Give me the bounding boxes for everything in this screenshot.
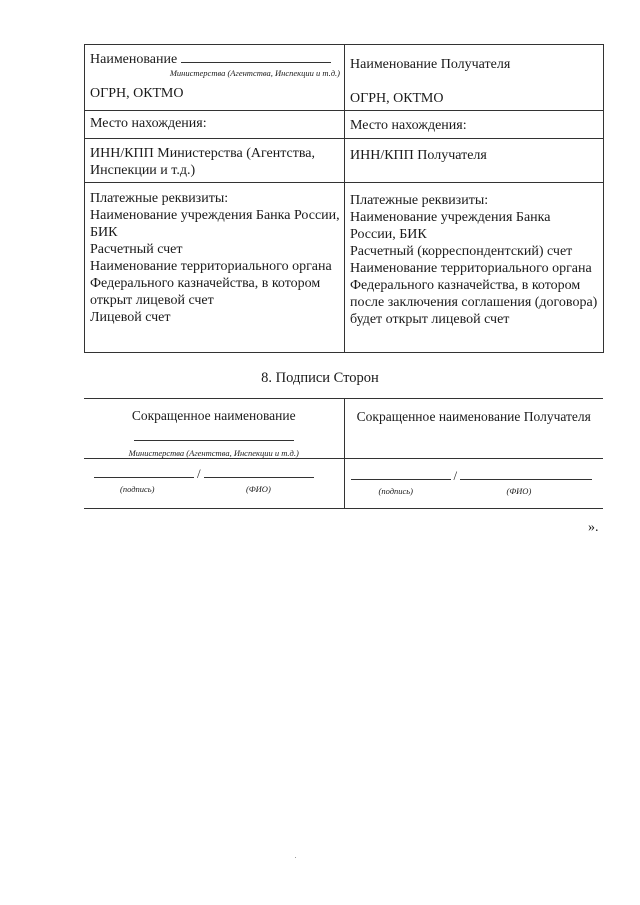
signatures-table <box>84 398 603 509</box>
requisites-table <box>84 44 604 353</box>
right-payment-cell <box>345 183 604 353</box>
closing-quote: ». <box>588 520 599 535</box>
right-inn: ИНН/КПП Получателя <box>345 139 604 183</box>
left-name-label: Наименование <box>90 52 178 67</box>
right-slash: / <box>453 468 458 483</box>
right-payment-line: Наименование территориального органа Федерального казначейства, в котором после заключения соглашения (договора) будет открыт лицевой счет <box>350 261 598 327</box>
ministry-name-line <box>134 432 294 441</box>
left-payment-line: Наименование территориального органа Федерального казначейства, в котором открыт лицевой счет <box>90 259 332 308</box>
left-signature-caption: Министерства (Агентства, Инспекции и т.д.) <box>128 448 299 458</box>
right-signature-cell <box>344 459 603 509</box>
left-payment-line: Наименование учреждения Банка России, БИК <box>90 208 340 240</box>
right-payment-line: Наименование учреждения Банка России, БИК <box>350 210 551 242</box>
left-payment-line: Лицевой счет <box>90 310 171 325</box>
right-name-cell <box>345 45 604 111</box>
left-payment-line: Расчетный счет <box>90 242 183 257</box>
right-location: Место нахождения: <box>345 111 604 139</box>
scan-speck <box>295 857 296 858</box>
right-sign-line <box>351 467 451 480</box>
right-signature-heading: Сокращенное наименование Получателя <box>356 409 591 424</box>
right-payment-line: Расчетный (корреспондентский) счет <box>350 244 573 259</box>
left-slash: / <box>197 466 201 481</box>
ministry-caption: Министерства (Агентства, Инспекции и т.д.) <box>169 68 340 78</box>
section-title: 8. Подписи Сторон <box>261 370 379 386</box>
left-signature-heading: Сокращенное наименование <box>131 408 296 423</box>
right-fio-line <box>460 467 592 480</box>
right-name-label: Наименование Получателя <box>350 57 511 72</box>
right-fio-caption: (ФИО) <box>506 486 532 496</box>
left-sign-caption: (подпись) <box>120 484 155 494</box>
name-underline <box>181 51 331 63</box>
right-sign-caption: (подпись) <box>378 486 413 496</box>
left-payment-line: Платежные реквизиты: <box>90 191 229 206</box>
left-ogrn: ОГРН, ОКТМО <box>90 86 184 101</box>
left-name-cell <box>85 45 345 111</box>
left-sign-line <box>94 465 194 478</box>
left-location: Место нахождения: <box>85 111 345 139</box>
left-signature-heading-cell <box>84 399 344 459</box>
left-payment-cell <box>85 183 345 353</box>
right-signature-heading-cell <box>344 399 603 459</box>
right-payment-line: Платежные реквизиты: <box>350 193 489 208</box>
left-fio-line <box>204 465 314 478</box>
left-fio-caption: (ФИО) <box>246 484 271 494</box>
left-inn: ИНН/КПП Министерства (Агентства, Инспекции и т.д.) <box>85 139 345 183</box>
left-signature-cell <box>84 459 344 509</box>
right-ogrn: ОГРН, ОКТМО <box>350 91 444 106</box>
